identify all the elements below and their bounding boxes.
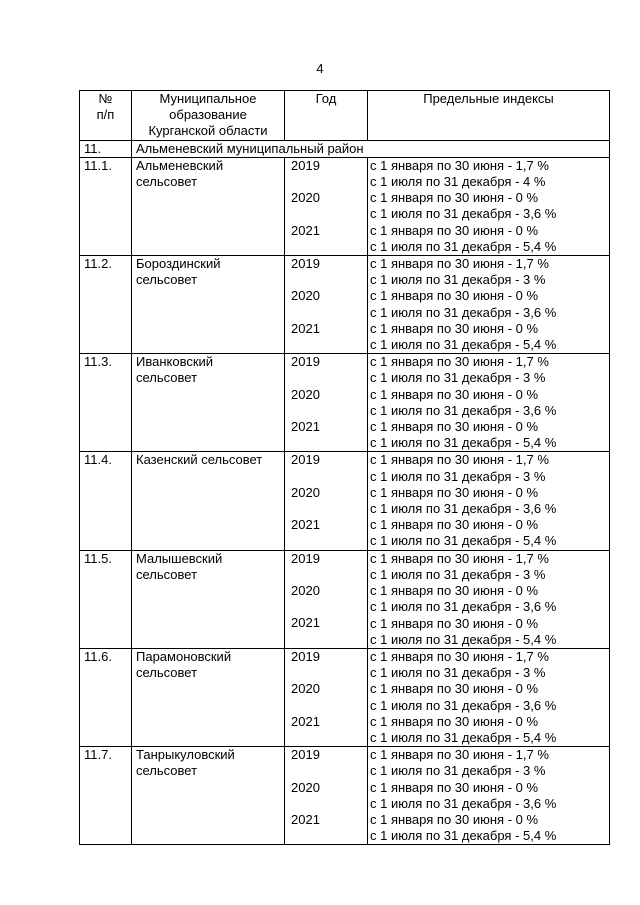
table-header-row — [80, 91, 610, 141]
index-value: с 1 июля по 31 декабря - 5,4 % — [370, 337, 557, 353]
municipality-name-line: Иванковский — [136, 354, 214, 370]
years-cell — [285, 256, 368, 354]
header-indices: Предельные индексы — [368, 91, 610, 141]
header-number: № п/п — [80, 91, 132, 141]
municipality-name-line: сельсовет — [136, 665, 198, 681]
years-cell — [285, 452, 368, 550]
region-name: Альменевский муниципальный район — [132, 140, 610, 157]
table-row — [80, 256, 610, 354]
index-value: с 1 января по 30 июня - 0 % — [370, 288, 539, 304]
year-value: 2019 — [291, 354, 320, 370]
municipality-name-line: сельсовет — [136, 370, 198, 386]
years-cell — [285, 354, 368, 452]
indices-cell — [368, 452, 610, 550]
index-value: с 1 июля по 31 декабря - 3,6 % — [370, 501, 557, 517]
index-value: с 1 июля по 31 декабря - 3,6 % — [370, 304, 557, 320]
page-number: 4 — [316, 61, 324, 76]
years-cell — [285, 747, 368, 845]
index-value: с 1 января по 30 июня - 0 % — [370, 583, 539, 599]
year-value: 2019 — [291, 256, 320, 272]
index-value: с 1 июля по 31 декабря - 3 % — [370, 665, 546, 681]
index-value: с 1 июля по 31 декабря - 3,6 % — [370, 402, 557, 418]
index-value: с 1 января по 30 июня - 1,7 % — [370, 747, 549, 763]
year-value: 2019 — [291, 747, 320, 763]
index-value: с 1 января по 30 июня - 0 % — [370, 190, 539, 206]
index-value: с 1 января по 30 июня - 0 % — [370, 681, 539, 697]
row-number: 11.6. — [80, 648, 132, 746]
index-value: с 1 января по 30 июня - 1,7 % — [370, 256, 549, 272]
year-value: 2020 — [291, 583, 320, 599]
indices-cell — [368, 157, 610, 255]
index-value: с 1 июля по 31 декабря - 5,4 % — [370, 238, 557, 254]
index-value: с 1 июля по 31 декабря - 5,4 % — [370, 631, 557, 647]
municipality-name-line: сельсовет — [136, 272, 198, 288]
index-value: с 1 июля по 31 декабря - 3 % — [370, 763, 546, 779]
index-value: с 1 июля по 31 декабря - 3,6 % — [370, 599, 557, 615]
table-row — [80, 157, 610, 255]
index-value: с 1 июля по 31 декабря - 5,4 % — [370, 828, 557, 844]
municipality-name — [132, 550, 285, 648]
year-value: 2019 — [291, 157, 320, 173]
header-municipality: Муниципальное образование Курганской области — [132, 91, 285, 141]
row-number: 11.2. — [80, 256, 132, 354]
index-value: с 1 июля по 31 декабря - 3,6 % — [370, 206, 557, 222]
municipality-name — [132, 648, 285, 746]
municipality-name-line: Малышевский — [136, 550, 223, 566]
index-value: с 1 января по 30 июня - 0 % — [370, 386, 539, 402]
index-value: с 1 января по 30 июня - 0 % — [370, 222, 539, 238]
row-number: 11.7. — [80, 747, 132, 845]
index-value: с 1 января по 30 июня - 0 % — [370, 615, 539, 631]
row-number: 11.4. — [80, 452, 132, 550]
indices-cell — [368, 354, 610, 452]
table-row — [80, 747, 610, 845]
index-value: с 1 января по 30 июня - 0 % — [370, 419, 539, 435]
year-value: 2019 — [291, 452, 320, 468]
year-value: 2021 — [291, 811, 320, 827]
years-cell — [285, 157, 368, 255]
row-number: 11.5. — [80, 550, 132, 648]
index-value: с 1 января по 30 июня - 1,7 % — [370, 452, 549, 468]
municipality-name — [132, 452, 285, 550]
region-row — [80, 140, 610, 157]
index-value: с 1 июля по 31 декабря - 3,6 % — [370, 795, 557, 811]
year-value: 2020 — [291, 386, 320, 402]
table-row — [80, 648, 610, 746]
index-value: с 1 января по 30 июня - 0 % — [370, 779, 539, 795]
indices-cell — [368, 747, 610, 845]
index-value: с 1 января по 30 июня - 0 % — [370, 320, 539, 336]
year-value: 2019 — [291, 550, 320, 566]
table-row — [80, 354, 610, 452]
index-value: с 1 января по 30 июня - 0 % — [370, 517, 539, 533]
index-value: с 1 января по 30 июня - 1,7 % — [370, 354, 549, 370]
indices-cell — [368, 550, 610, 648]
index-value: с 1 января по 30 июня - 0 % — [370, 484, 539, 500]
year-value: 2020 — [291, 681, 320, 697]
municipality-name-line: Танрыкуловский — [136, 747, 235, 763]
municipality-name-line: сельсовет — [136, 566, 198, 582]
year-value: 2021 — [291, 222, 320, 238]
index-value: с 1 января по 30 июня - 0 % — [370, 811, 539, 827]
year-value: 2019 — [291, 648, 320, 664]
index-value: с 1 июля по 31 декабря - 3 % — [370, 468, 546, 484]
index-value: с 1 января по 30 июня - 0 % — [370, 713, 539, 729]
year-value: 2020 — [291, 779, 320, 795]
years-cell — [285, 648, 368, 746]
municipality-name-line: сельсовет — [136, 763, 198, 779]
year-value: 2021 — [291, 517, 320, 533]
index-value: с 1 июля по 31 декабря - 3 % — [370, 566, 546, 582]
table-row — [80, 550, 610, 648]
index-value: с 1 июля по 31 декабря - 4 % — [370, 174, 546, 190]
index-value: с 1 июля по 31 декабря - 5,4 % — [370, 533, 557, 549]
municipality-name-line: Альменевский — [136, 157, 224, 173]
year-value: 2021 — [291, 419, 320, 435]
year-value: 2021 — [291, 713, 320, 729]
index-value: с 1 января по 30 июня - 1,7 % — [370, 648, 549, 664]
year-value: 2021 — [291, 320, 320, 336]
header-year: Год — [285, 91, 368, 141]
index-value: с 1 января по 30 июня - 1,7 % — [370, 157, 549, 173]
row-number: 11.3. — [80, 354, 132, 452]
year-value: 2020 — [291, 190, 320, 206]
municipality-name — [132, 256, 285, 354]
indices-cell — [368, 256, 610, 354]
indices-cell — [368, 648, 610, 746]
years-cell — [285, 550, 368, 648]
index-value: с 1 июля по 31 декабря - 3,6 % — [370, 697, 557, 713]
municipality-name — [132, 747, 285, 845]
region-number: 11. — [80, 140, 132, 157]
year-value: 2020 — [291, 484, 320, 500]
index-value: с 1 июля по 31 декабря - 3 % — [370, 370, 546, 386]
municipality-name-line: Бороздинский — [136, 256, 221, 272]
municipality-name-line: Казенский сельсовет — [136, 452, 263, 468]
index-value: с 1 января по 30 июня - 1,7 % — [370, 550, 549, 566]
index-value: с 1 июля по 31 декабря - 5,4 % — [370, 729, 557, 745]
index-value: с 1 июля по 31 декабря - 3 % — [370, 272, 546, 288]
municipality-name — [132, 354, 285, 452]
index-value: с 1 июля по 31 декабря - 5,4 % — [370, 435, 557, 451]
municipality-name-line: Парамоновский — [136, 648, 232, 664]
limit-indices-table — [79, 90, 610, 845]
year-value: 2021 — [291, 615, 320, 631]
year-value: 2020 — [291, 288, 320, 304]
row-number: 11.1. — [80, 157, 132, 255]
municipality-name-line: сельсовет — [136, 174, 198, 190]
municipality-name — [132, 157, 285, 255]
table-row — [80, 452, 610, 550]
